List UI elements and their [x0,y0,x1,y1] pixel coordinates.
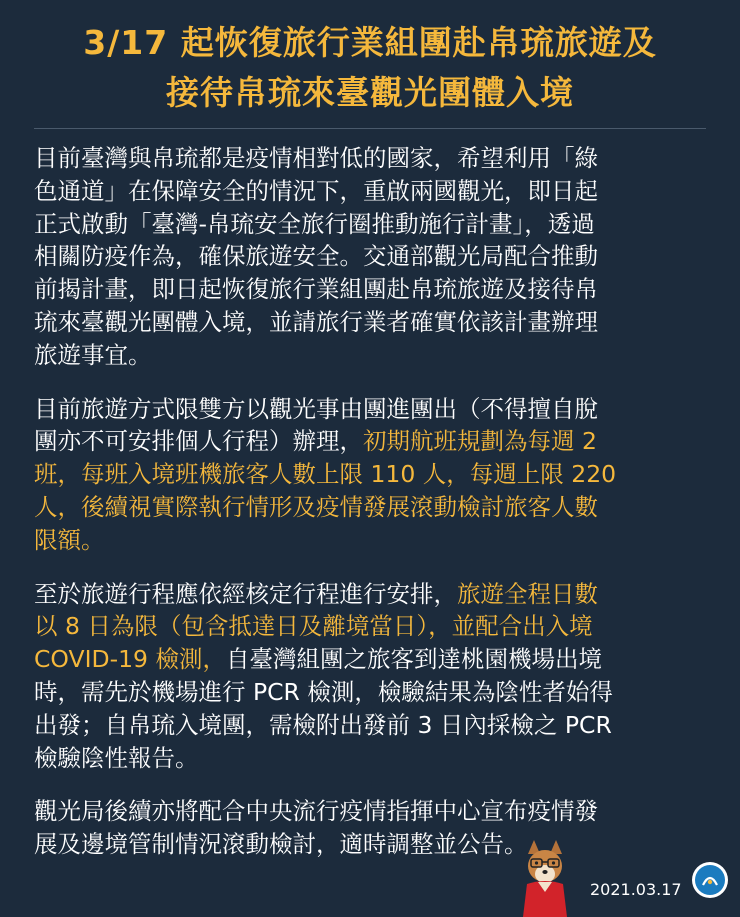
text-line: 正式啟動「臺灣-帛琉安全旅行圈推動施行計畫」，透過 [34,209,595,238]
highlight-text: 初期航班規劃為每週 2 [363,427,597,456]
highlight-text: 班，每班入境班機旅客人數上限 110 人，每週上限 220 [34,460,617,489]
logo-emblem [695,865,725,895]
title-line-2: 接待帛琉來臺觀光團體入境 [166,73,574,112]
text-line: 相關防疫作為，確保旅遊安全。交通部觀光局配合推動 [34,242,598,271]
tourism-bureau-logo-icon [692,862,728,898]
article-body [34,142,714,882]
text-line: 觀光局後續亦將配合中央流行疫情指揮中心宣布疫情發 [34,797,598,826]
text-segment: 至於旅遊行程應依經核定行程進行安排， [34,579,457,608]
post-date: 2021.03.17 [590,880,682,899]
text-line: 前揭計畫，即日起恢復旅行業組團赴帛琉旅遊及接待帛 [34,275,598,304]
text-line [34,643,714,676]
text-line: 琉來臺觀光團體入境，並請旅行業者確實依該計畫辦理 [34,307,598,336]
text-segment: 自臺灣組團之旅客到達桃園機場出境 [225,645,602,674]
text-segment: 團亦不可安排個人行程）辦理， [34,427,363,456]
text-line: 展及邊境管制情況滾動檢討，適時調整並公告。 [34,830,528,859]
text-line [34,425,714,458]
highlight-text: 限額。 [34,525,105,554]
title-divider [34,128,706,129]
text-line: 目前臺灣與帛琉都是疫情相對低的國家，希望利用「綠 [34,144,598,172]
dog-mascot-icon [520,840,570,917]
text-line: 檢驗陰性報告。 [34,743,199,772]
highlight-text: 旅遊全程日數 [457,579,598,608]
paragraph-4 [34,795,714,861]
text-line: 目前旅遊方式限雙方以觀光事由團進團出（不得擅自脫 [34,394,598,423]
paragraph-3 [34,578,714,775]
text-line: 旅遊事宜。 [34,340,152,369]
highlight-text: 以 8 日為限（包含抵達日及離境當日），並配合出入境 [34,612,593,641]
paragraph-2 [34,393,714,557]
logo-mark-icon [699,869,721,891]
paragraph-1 [34,142,714,372]
text-line: 時，需先於機場進行 PCR 檢測，檢驗結果為陰性者始得 [34,677,613,706]
highlight-text: 人，後續視實際執行情形及疫情發展滾動檢討旅客人數 [34,492,598,521]
highlight-text: COVID-19 檢測， [34,645,226,674]
text-line: 出發；自帛琉入境團，需檢附出發前 3 日內採檢之 PCR [34,710,612,739]
title-line-1: 3/17 起恢復旅行業組團赴帛琉旅遊及 [83,23,657,62]
page-title [0,18,740,118]
text-line [34,578,714,611]
text-line: 色通道」在保障安全的情況下，重啟兩國觀光，即日起 [34,176,598,205]
